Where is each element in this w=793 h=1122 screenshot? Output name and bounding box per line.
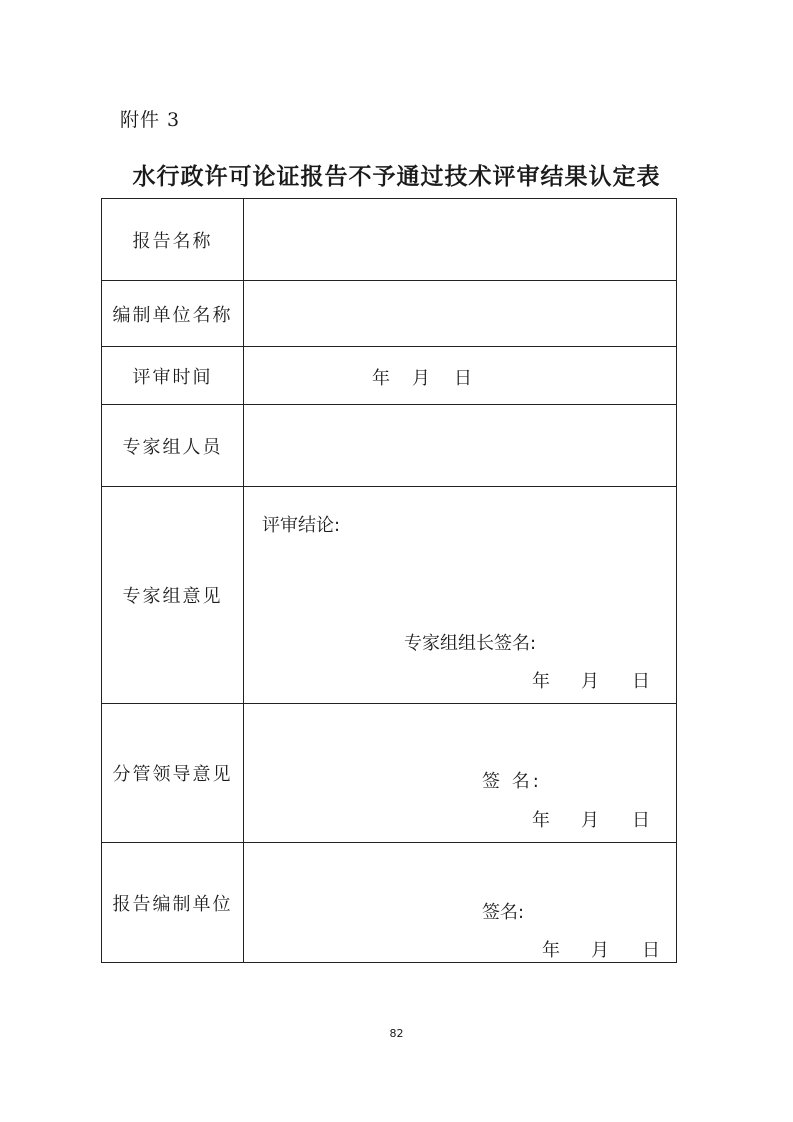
review-year-label: 年	[372, 368, 390, 389]
row-expert-members	[102, 405, 676, 487]
row-report-name	[102, 199, 676, 281]
row-expert-opinion	[102, 487, 676, 704]
review-conclusion-label: 评审结论:	[262, 515, 341, 536]
leader-opinion-year-label: 年	[532, 810, 550, 831]
leader-opinion-month-label: 月	[581, 810, 599, 831]
document-title: 水行政许可论证报告不予通过技术评审结果认定表	[132, 163, 661, 190]
leader-opinion-label: 分管领导意见	[102, 704, 244, 842]
assessment-form-table	[101, 198, 677, 963]
expert-opinion-year-label: 年	[532, 671, 550, 692]
row-review-time	[102, 347, 676, 405]
attachment-label: 附件 3	[120, 109, 181, 131]
row-leader-opinion	[102, 704, 676, 843]
compiling-unit-name-field[interactable]	[244, 281, 676, 346]
expert-leader-signature-label: 专家组组长签名:	[404, 633, 537, 654]
review-time-field[interactable]	[244, 347, 676, 404]
expert-opinion-label: 专家组意见	[102, 487, 244, 703]
compiling-unit-name-label: 编制单位名称	[102, 281, 244, 346]
report-unit-day-label: 日	[642, 940, 660, 961]
review-day-label: 日	[454, 368, 472, 389]
expert-opinion-month-label: 月	[581, 671, 599, 692]
row-report-unit	[102, 843, 676, 962]
report-name-label: 报告名称	[102, 199, 244, 280]
review-time-label: 评审时间	[102, 347, 244, 404]
page-number: 82	[389, 1027, 404, 1040]
report-unit-field[interactable]	[244, 843, 676, 962]
report-unit-month-label: 月	[591, 940, 609, 961]
report-name-field[interactable]	[244, 199, 676, 280]
leader-opinion-field[interactable]	[244, 704, 676, 842]
review-month-label: 月	[412, 368, 430, 389]
expert-members-label: 专家组人员	[102, 405, 244, 486]
row-compiling-unit-name	[102, 281, 676, 347]
expert-members-field[interactable]	[244, 405, 676, 486]
report-unit-signature-label: 签名:	[482, 902, 525, 923]
leader-signature-label: 签 名:	[482, 771, 542, 792]
report-unit-label: 报告编制单位	[102, 843, 244, 962]
leader-opinion-day-label: 日	[632, 810, 650, 831]
expert-opinion-day-label: 日	[632, 671, 650, 692]
report-unit-year-label: 年	[542, 940, 560, 961]
expert-opinion-field[interactable]	[244, 487, 676, 703]
